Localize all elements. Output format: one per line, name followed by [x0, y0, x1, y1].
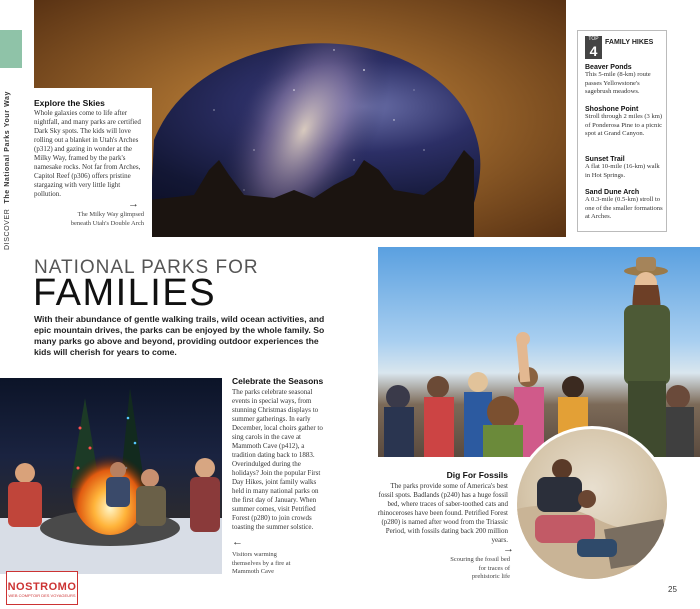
seasons-body: The parks celebrate seasonal events in special ways, from stunning Christmas displays to summer gatherings. In early December, local choirs gather to sing carols in the cave at Mammoth Cave (p412), a tradition dating back to 1883. Overindulged during the holidays? Join the popular First Day Hikes, joint family walks held in many national parks on the first day of January. When summer comes, visit Petrified Forest (p280) to join crowds toasting the summer solstice. — [232, 388, 323, 531]
top4-title: FAMILY HIKES — [605, 39, 654, 46]
right-arrow-icon: → — [503, 543, 514, 555]
left-arrow-icon: ← — [232, 536, 243, 548]
section-tab — [0, 30, 22, 68]
intro-text: With their abundance of gentle walking trails, wild ocean activities, and epic mountain drives, the parks can be enjoyed by the whole family. So many parks go above and beyond, providing outdoor experiences the kids will cherish for years to come. — [34, 314, 325, 357]
fossil-photo — [514, 426, 670, 582]
hike-name: Sand Dune Arch — [585, 189, 640, 196]
hike-desc: Stroll through 2 miles (3 km) of Ponderosa Pine to a picnic spot at Grand Canyon. — [585, 113, 663, 137]
fossils-heading: Dig For Fossils — [446, 470, 508, 480]
hike-name: Sunset Trail — [585, 156, 625, 163]
fossils-caption: Scouring the fossil bed for traces of prehistoric life — [450, 556, 510, 580]
book-title: The National Parks Your Way — [4, 90, 11, 204]
hike-name: Shoshone Point — [585, 106, 639, 113]
campfire-photo — [0, 378, 222, 574]
hike-desc: A flat 10-mile (16-km) walk in Hot Springs. — [585, 163, 660, 179]
page-number: 25 — [668, 585, 677, 594]
page-title-line1: NATIONAL PARKS FOR — [34, 257, 259, 278]
hike-desc: A 0.3-mile (0.5-km) stroll to one of the smaller formations at Arches. — [585, 196, 663, 220]
seasons-text-block — [232, 376, 324, 532]
logo-name: NOSTROMO — [7, 581, 77, 593]
badge-number: 4 — [589, 43, 598, 59]
running-header — [4, 90, 18, 250]
ranger-photo — [378, 247, 700, 457]
top4-badge — [585, 36, 602, 59]
seasons-heading: Celebrate the Seasons — [232, 376, 324, 386]
fossils-body: The parks provide some of America's best fossil spots. Badlands (p240) has a huge fossil bed, where traces of saber-toothed cats and rhinoceroses have been found. Petrified Forest (p280) is named after wood from the Triassic Period, with fossils dating back 200 million years. — [377, 482, 508, 544]
logo-tagline: WEB COMPTOIR DES VOYAGEURS — [8, 593, 76, 598]
skies-body: Whole galaxies come to life after nightfall, and many parks are certified Dark Sky spots. The kids will love rolling out a blanket in Utah's Arches (p312) and gazing in wonder at the Milky Way, framed by the park's namesake rocks. Not far from Arches, Capitol Reef (p306) offers pristine stargazing with very little light pollution. — [34, 109, 141, 198]
hike-item — [585, 106, 663, 139]
hike-item — [585, 189, 663, 222]
publisher-logo — [6, 571, 78, 605]
fossils-text-block — [376, 470, 508, 545]
section-label: DISCOVER — [4, 208, 11, 250]
skies-heading: Explore the Skies — [34, 98, 105, 108]
hike-name: Beaver Ponds — [585, 64, 632, 71]
hike-item — [585, 156, 663, 180]
seasons-caption: Visitors warming themselves by a fire at Mammoth Cave — [232, 551, 291, 575]
right-arrow-icon: → — [128, 198, 139, 210]
skies-caption: The Milky Way glimpsed beneath Utah's Double Arch — [70, 211, 144, 227]
hike-desc: This 5-mile (8-km) route passes Yellowstone's sagebrush meadows. — [585, 71, 651, 95]
hike-item — [585, 64, 663, 97]
page-title-line2: FAMILIES — [33, 272, 217, 314]
badge-top-label: TOP — [588, 36, 599, 42]
